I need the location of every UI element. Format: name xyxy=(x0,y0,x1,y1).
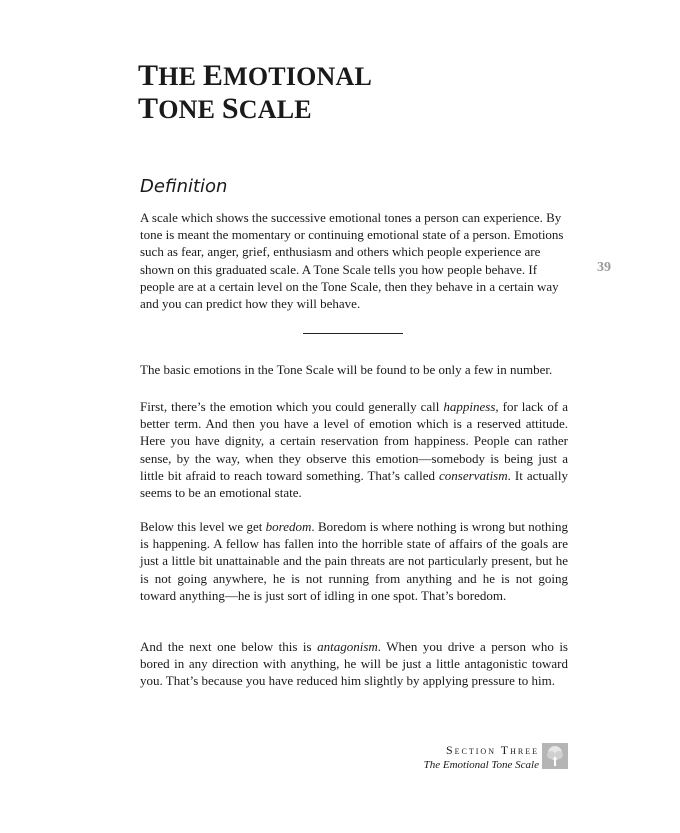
section-subheading: Definition xyxy=(140,176,228,197)
title-initial: E xyxy=(202,59,224,92)
body-paragraph xyxy=(140,518,568,604)
emphasis-term: boredom xyxy=(265,519,312,534)
emphasis-term: happiness, xyxy=(443,399,499,414)
paragraph-text: . Boredom is where nothing is wrong but nothing is happening. A fellow has fallen into the horrible state of affairs of the goals are just a little bit unattainable and the pain threats are not particularly present, but he is not going anywhere, he is not running from anything and he is not going toward anything—he is just sort of idling in one spot. That’s boredom. xyxy=(140,519,569,603)
paragraph-text: Below this level we get xyxy=(140,519,266,534)
body-paragraph: The basic emotions in the Tone Scale will be found to be only a few in number. xyxy=(140,362,553,377)
body-paragraph xyxy=(140,398,568,501)
title-initial: T xyxy=(138,92,159,125)
title-line-2 xyxy=(138,93,538,126)
paragraph-text: for lack of a better term. And then you have a level of emotion which is a reserved attitude. Here you have dignity, a certain reservation from happiness. People can rather sense, by the way, when they observe this emotion—somebody is being just a little bit afraid to reach toward something. That’s called xyxy=(140,399,568,483)
title-text: CALE xyxy=(238,95,312,124)
footer-section-label: Section Three xyxy=(445,743,539,757)
divider-rule xyxy=(303,333,403,334)
title-text: ONE xyxy=(158,95,222,124)
title-text: HE xyxy=(158,62,203,91)
paragraph-text: And the next one below this is xyxy=(140,639,318,654)
title-text: MOTIONAL xyxy=(223,62,373,91)
title-line-1 xyxy=(138,60,538,93)
page-title xyxy=(138,60,538,126)
title-initial: S xyxy=(221,92,239,125)
definition-paragraph: A scale which shows the successive emotional tones a person can experience. By tone is meant the momentary or continuing emotional state of a person. Emotions such as fear, anger, grief, enthusiasm and others which people experience are shown on this graduated scale. A Tone Scale tells you how people behave. If people are at a certain level on the Tone Scale, then they behave in a certain way and you can predict how they will behave. xyxy=(140,210,564,312)
tree-emblem-icon xyxy=(542,743,568,769)
title-initial: T xyxy=(138,59,159,92)
footer-chapter-title: The Emotional Tone Scale xyxy=(423,759,539,771)
paragraph-text: . It actually seems to be an emotional state. xyxy=(140,467,568,501)
paragraph-text: . When you drive a person who is bored in any direction with anything, he will be just a little antagonistic toward you. That’s because you have reduced him slightly by applying pressure to him. xyxy=(140,639,568,689)
emphasis-term: conservatism xyxy=(439,467,508,483)
emphasis-term: antagonism xyxy=(317,639,378,654)
paragraph-text: First, there’s the emotion which you could generally call xyxy=(140,399,444,414)
running-footer xyxy=(424,743,539,773)
page-number: 39 xyxy=(597,260,611,275)
body-paragraph xyxy=(140,638,568,690)
